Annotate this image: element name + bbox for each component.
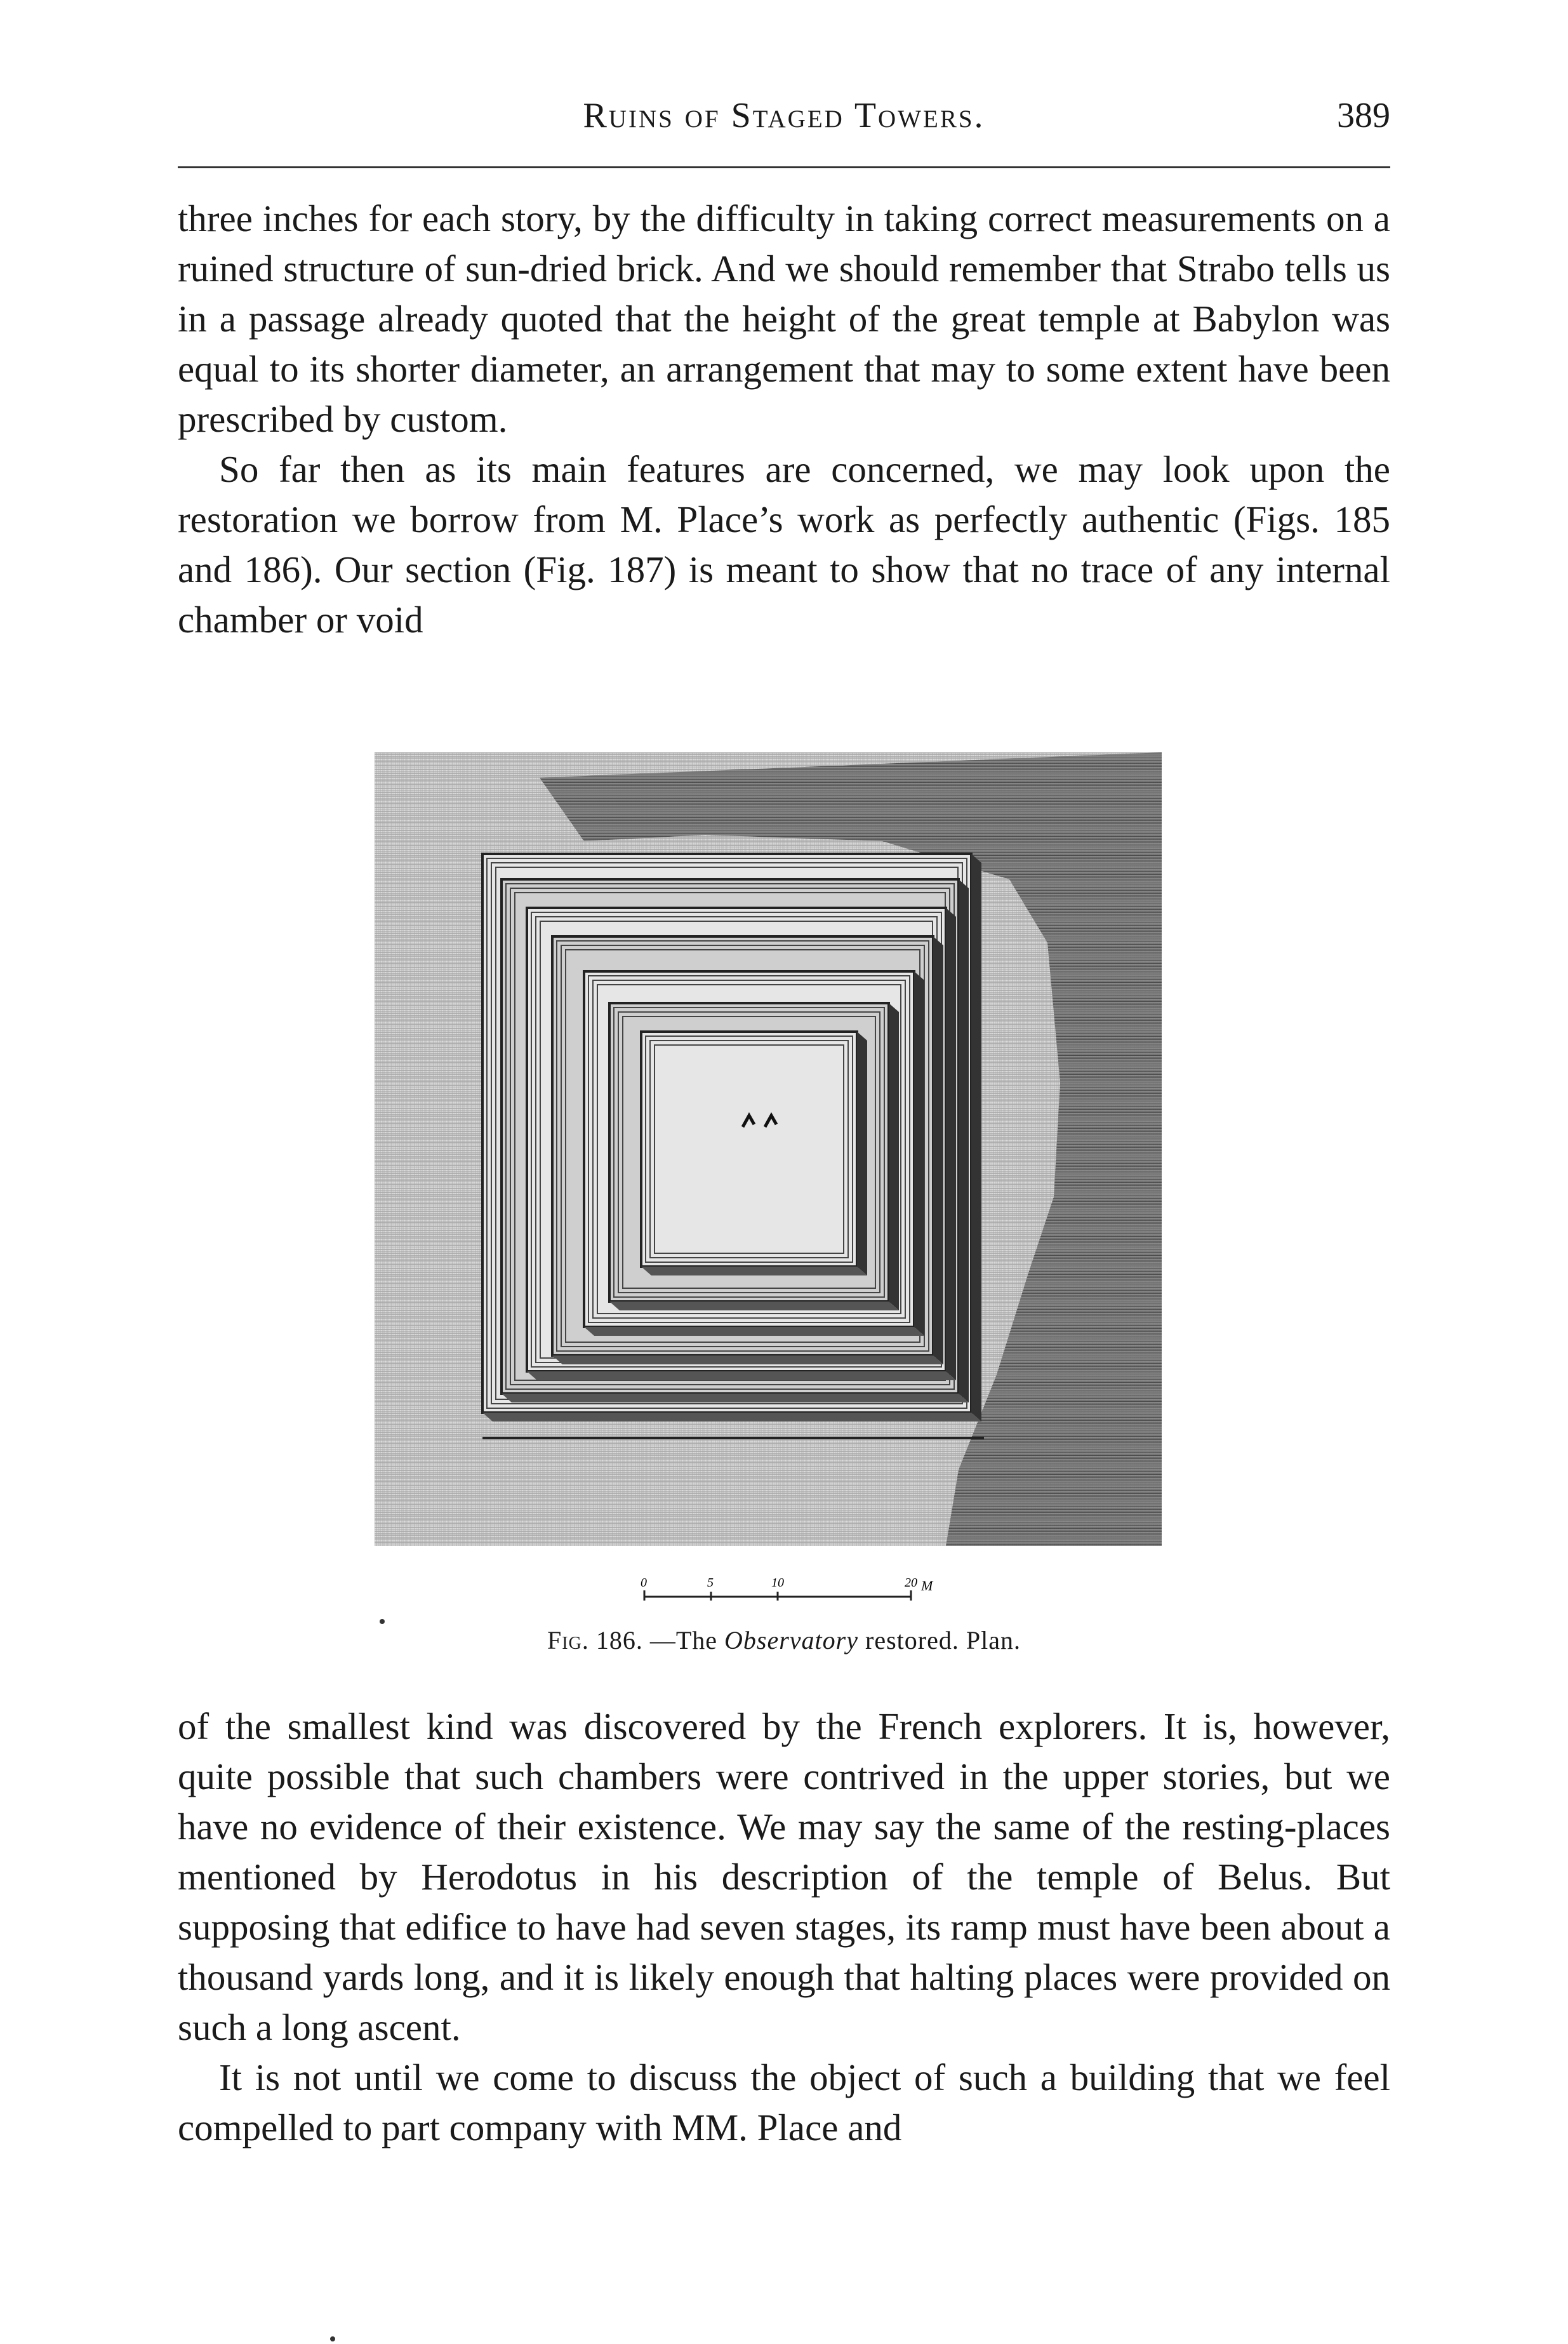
caption-rest: restored. Plan. [865,1626,1021,1655]
scale-label-10: 10 [771,1576,784,1590]
stage-side-shade [959,879,969,1402]
scale-label-20: 20 [905,1576,917,1590]
running-title: Ruins of Staged Towers. [583,96,985,135]
running-head [178,95,1390,146]
caption-dash: —The [649,1626,718,1655]
body-text-bottom [178,1701,1390,2153]
scale-bar [632,1571,962,1609]
scale-label-0: 0 [641,1576,647,1590]
scale-label-5: 5 [707,1576,714,1590]
stray-mark [330,2336,335,2341]
figure-186-plan [375,752,1162,1546]
stage-side-shade [946,908,956,1380]
stage-side-shade [914,971,924,1336]
stage-bottom-shade [482,1413,981,1422]
stage-bottom-shade [502,1394,969,1402]
stage-side-shade [857,1032,867,1275]
stray-mark [380,1619,385,1624]
figure-caption [178,1625,1390,1655]
stage-bottom-shade [641,1267,867,1275]
stage-side-shade [971,854,981,1422]
stage-side-shade [889,1003,899,1310]
stage-bottom-shade [584,1327,924,1336]
stage-bottom-shade [552,1355,943,1364]
stage-bottom-shade [609,1302,899,1310]
paragraph-continued: of the smallest kind was discovered by the French explorers. It is, however, quite possible that such chambers were contrived in the upper stories, but we have no evidence of their existence. We may say the same of the resting-places mentioned by Herodotus in his description of the temple of Belus. But supposing that edifice to have had seven stages, its ramp must have been about a thousand yards long, and it is likely enough that halting places were provided on such a long ascent. [178,1705,1390,2048]
caption-italic: Observatory [724,1626,858,1655]
paragraph: So far then as its main features are concerned, we may look upon the restoration we borrow from M. Place’s work as perfectly authentic (Figs. 185 and 186). Our section (Fig. 187) is meant to show that no trace of any internal chamber or void [178,448,1390,641]
tower-stage [641,1032,857,1267]
paragraph: It is not until we come to discuss the object of such a building that we feel compelled to part company with MM. Place and [178,2056,1390,2148]
paragraph-continued: three inches for each story, by the difficulty in taking correct measurements on a ruined structure of sun-dried brick. And we should remember that Strabo tells us in a passage already quoted that the height of the great temple at Babylon was equal to its shorter diameter, an arrangement that may to some extent have been prescribed by custom. [178,197,1390,440]
stage-bottom-shade [527,1371,956,1380]
caption-label: Fig. 186. [547,1626,643,1655]
header-rule [178,166,1390,168]
body-text-top [178,194,1390,645]
stage-side-shade [933,936,943,1364]
scale-unit: M [921,1578,933,1594]
page-number: 389 [1337,96,1390,135]
plan-engraving [375,752,1162,1546]
